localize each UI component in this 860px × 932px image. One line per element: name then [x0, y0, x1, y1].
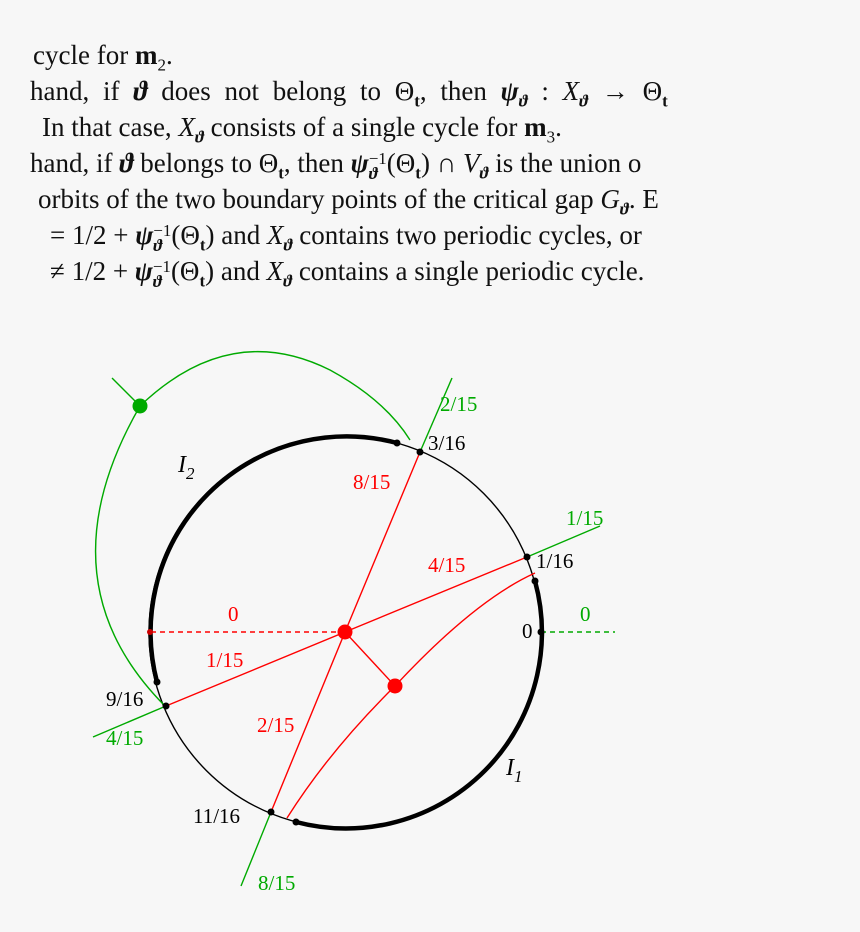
red-label-4-15: 4/15	[428, 553, 466, 577]
green-point	[133, 399, 148, 414]
text-line: hand, if ϑ belongs to $\Theta_t$, then ψ −1 ϑ $(\Theta_t)$ ∩ $V_ϑ$ is the union o	[30, 148, 642, 183]
interval-I1-arc	[296, 581, 542, 828]
dot	[268, 809, 275, 816]
red-curve-lower	[287, 686, 395, 818]
label-3-16: 3/16	[428, 431, 466, 455]
text-line: = 1/2 + ψ −1 ϑ $(\Theta_t)$ and $X_ϑ$ contains two periodic cycles, or	[50, 220, 642, 255]
text-line: orbits of the two boundary points of the critical gap $G_ϑ$. E	[38, 184, 659, 219]
red-label-8-15: 8/15	[353, 470, 391, 494]
red-point	[388, 679, 403, 694]
label-9-16: 9/16	[106, 687, 144, 711]
green-label-2-15: 2/15	[440, 392, 478, 416]
label-0: 0	[522, 619, 533, 643]
dot	[417, 449, 424, 456]
red-label-2-15: 2/15	[257, 713, 295, 737]
dot	[147, 629, 153, 635]
green-label-1-15: 1/15	[566, 506, 604, 530]
dot	[524, 554, 531, 561]
red-curve-upper	[395, 573, 535, 686]
red-label-0: 0	[228, 602, 239, 626]
dot	[394, 440, 401, 447]
red-ray-1-15	[166, 632, 345, 706]
dot	[163, 703, 170, 710]
red-label-1-15: 1/15	[206, 648, 244, 672]
text-line: cycle for $m_2$.	[33, 40, 173, 75]
text-line: In that case, $X_ϑ$ consists of a single cycle for $m_3$.	[42, 112, 562, 147]
dot	[154, 679, 161, 686]
red-connector	[345, 632, 395, 686]
dot	[293, 819, 300, 826]
dot	[538, 629, 545, 636]
label-1-16: 1/16	[536, 549, 574, 573]
label-11-16: 11/16	[193, 804, 241, 828]
green-label-8-15: 8/15	[258, 871, 296, 895]
red-center-point	[338, 625, 353, 640]
green-label-4-15: 4/15	[106, 726, 144, 750]
green-label-0: 0	[580, 602, 591, 626]
label-I2: $I_2$	[178, 452, 195, 483]
text-line: hand, if ϑ does not belong to $\Theta_t$, then $\psi_ϑ$ : $X_ϑ \to \Theta_t$	[30, 76, 668, 111]
text-line: ≠ 1/2 + ψ −1 ϑ $(\Theta_t)$ and $X_ϑ$ contains a single periodic cycle.	[50, 256, 645, 291]
label-I1: $I_1$	[506, 755, 523, 786]
dot	[532, 578, 539, 585]
